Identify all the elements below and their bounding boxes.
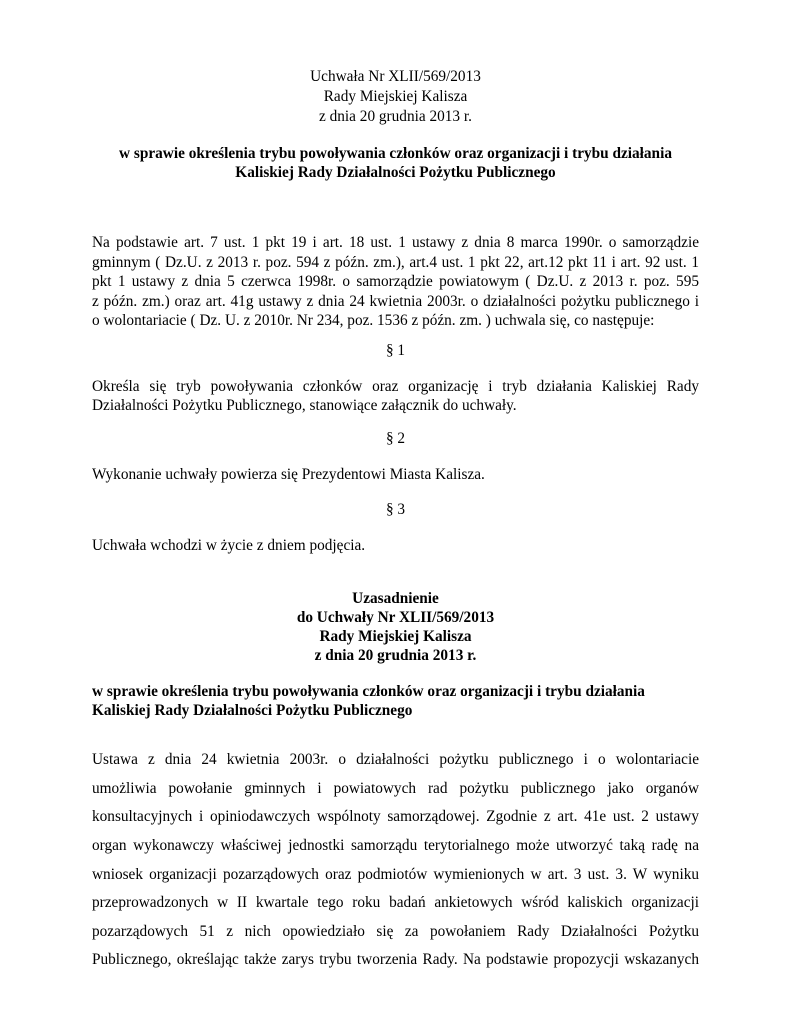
resolution-number: Uchwała Nr XLII/569/2013 (310, 68, 481, 85)
preamble-line: o wolontariacie ( Dz. U. z 2010r. Nr 234, poz. 1536 z późn. zm. ) uchwala się, co następuje: (92, 312, 655, 329)
justification-resolution-number: do Uchwały Nr XLII/569/2013 (296, 609, 495, 626)
justification-body-line: pozarządowych 51 z nich opowiedziało się za powołaniem Rady Działalności Pożytku (92, 923, 699, 940)
preamble-line: gminnym ( Dz.U. z 2013 r. poz. 594 z późn. zm.), art.4 ust. 1 pkt 22, art.12 pkt 11 i art. 92 ust. 1 (92, 254, 699, 271)
section-text-line: Określa się tryb powoływania członków oraz organizację i tryb działania Kaliskiej Rady (92, 378, 699, 395)
justification-date: z dnia 20 grudnia 2013 r. (314, 647, 477, 664)
justification-title: Uzasadnienie (352, 590, 439, 607)
justification-subject-line: w sprawie określenia trybu powoływania członków oraz organizacji i trybu działania (92, 683, 645, 700)
justification-body-line: przeprowadzonych w II kwartale tego roku badań ankietowych wśród kaliskich organizacji (92, 894, 699, 911)
justification-body-line: wniosek organizacji pozarządowych oraz podmiotów wymienionych w art. 3 ust. 3. W wyniku (92, 866, 699, 883)
justification-body-line: umożliwia powołanie gminnych i powiatowych rad pożytku publicznego jako organów (92, 780, 699, 797)
section-text-line: Wykonanie uchwały powierza się Prezydentowi Miasta Kalisza. (92, 466, 485, 483)
section-text-line: Uchwała wchodzi w życie z dniem podjęcia. (92, 537, 366, 554)
section-text-line: Działalności Pożytku Publicznego, stanowiące załącznik do uchwały. (92, 397, 517, 414)
justification-subject-line: Kaliskiej Rady Działalności Pożytku Publicznego (92, 702, 413, 719)
preamble-line: z późn. zm.) oraz art. 41g ustawy z dnia 24 kwietnia 2003r. o działalności pożytku publicznego i (92, 293, 699, 310)
resolution-subject-line: w sprawie określenia trybu powoływania członków oraz organizacji i trybu działania (119, 145, 672, 162)
section-mark: § 1 (385, 342, 406, 359)
preamble-line: pkt 1 ustawy z dnia 5 czerwca 1998r. o samorządzie powiatowym ( Dz.U. z 2013 r. poz. 595 (92, 273, 699, 290)
resolution-council: Rady Miejskiej Kalisza (323, 88, 468, 105)
justification-body-line: Publicznego, określając także zarys trybu tworzenia Rady. Na podstawie propozycji wskazanych (92, 951, 699, 968)
resolution-subject-line: Kaliskiej Rady Działalności Pożytku Publicznego (235, 164, 556, 181)
justification-body-line: organ wykonawczy właściwej jednostki samorządu terytorialnego może utworzyć taką radę na (92, 837, 699, 854)
section-mark: § 3 (385, 501, 406, 518)
section-mark: § 2 (385, 430, 406, 447)
preamble-line: Na podstawie art. 7 ust. 1 pkt 19 i art. 18 ust. 1 ustawy z dnia 8 marca 1990r. o samorządzie (92, 234, 699, 251)
resolution-date: z dnia 20 grudnia 2013 r. (319, 108, 472, 125)
justification-council: Rady Miejskiej Kalisza (319, 628, 472, 645)
justification-body-line: Ustawa z dnia 24 kwietnia 2003r. o działalności pożytku publicznego i o wolontariacie (92, 751, 699, 768)
justification-body-line: konsultacyjnych i opiniodawczych wspólnoty samorządowej. Zgodnie z art. 41e ust. 2 ustawy (92, 808, 699, 825)
